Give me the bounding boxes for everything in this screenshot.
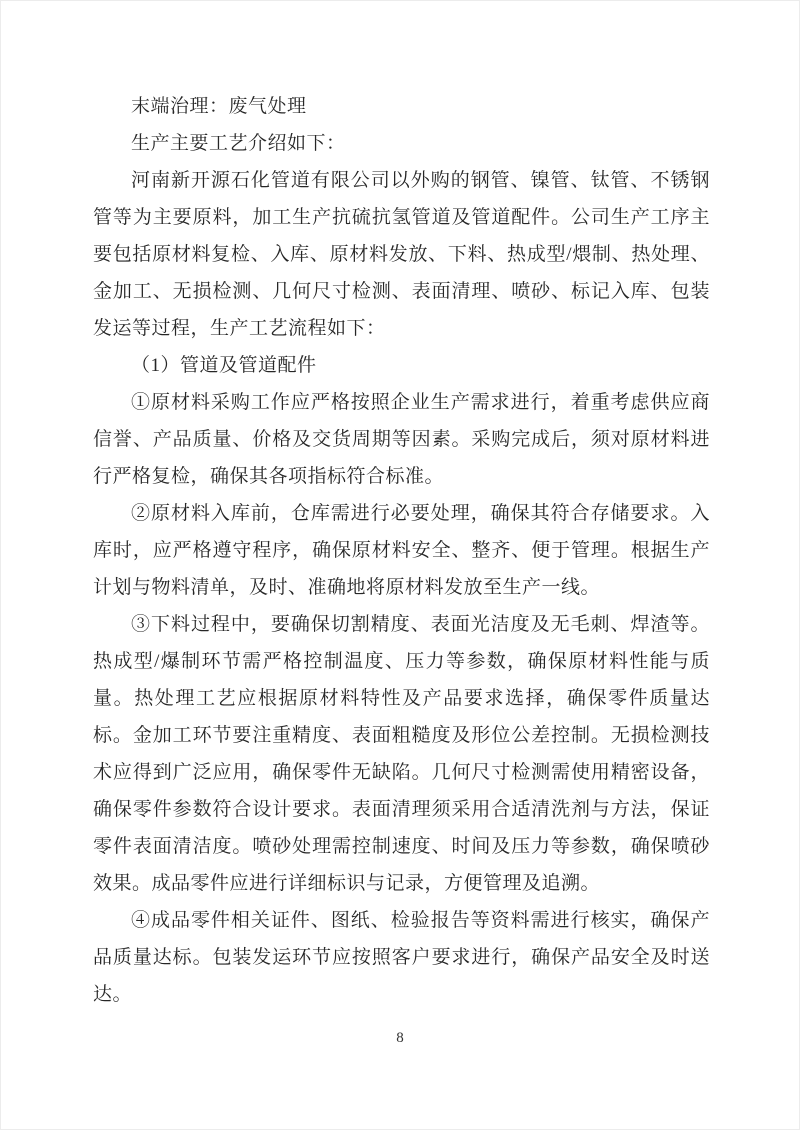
paragraph: 末端治理：废气处理 — [131, 96, 307, 117]
document-body — [93, 88, 710, 1013]
paragraph: ③下料过程中，要确保切割精度、表面光洁度及无毛刺、焊渣等。热成型/爆制环节需严格控制温度、压力等参数，确保原材料性能与质量。热处理工艺应根据原材料特性及产品要求选择，确保零件质量达标。金加工环节要注重精度、表面粗糙度及形位公差控制。无损检测技术应得到广泛应用，确保零件无缺陷。几何尺寸检测需使用精密设备，确保零件参数符合设计要求。表面清理须采用合适清洗剂与方法，保证零件表面清洁度。喷砂处理需控制速度、时间及压力等参数，确保喷砂效果。成品零件应进行详细标识与记录，方便管理及追溯。 — [93, 614, 710, 894]
paragraph: （1）管道及管道配件 — [131, 355, 317, 376]
paragraph: ②原材料入库前，仓库需进行必要处理，确保其符合存储要求。入库时，应严格遵守程序，确保原材料安全、整齐、便于管理。根据生产计划与物料清单，及时、准确地将原材料发放至生产一线。 — [93, 503, 710, 598]
paragraph: ④成品零件相关证件、图纸、检验报告等资料需进行核实，确保产品质量达标。包装发运环节应按照客户要求进行，确保产品安全及时送达。 — [93, 910, 710, 1005]
paragraph: 生产主要工艺介绍如下： — [131, 133, 346, 154]
paragraph: ①原材料采购工作应严格按照企业生产需求进行，着重考虑供应商信誉、产品质量、价格及交货周期等因素。采购完成后，须对原材料进行严格复检，确保其各项指标符合标准。 — [93, 392, 710, 487]
page-footer — [0, 1028, 800, 1048]
paragraph: 河南新开源石化管道有限公司以外购的钢管、镍管、钛管、不锈钢管等为主要原料，加工生产抗硫抗氢管道及管道配件。公司生产工序主要包括原材料复检、入库、原材料发放、下料、热成型/煨制、热处理、金加工、无损检测、几何尺寸检测、表面清理、喷砂、标记入库、包装发运等过程，生产工艺流程如下： — [93, 170, 710, 339]
page-number: 8 — [396, 1030, 404, 1046]
